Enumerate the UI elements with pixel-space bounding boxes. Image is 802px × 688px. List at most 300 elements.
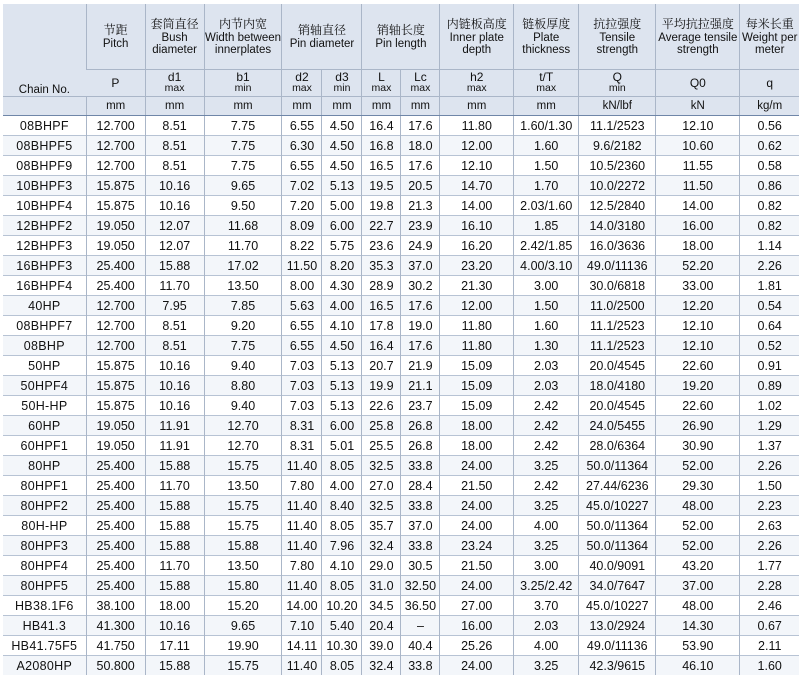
value-cell: 48.00 xyxy=(656,496,740,516)
value-cell: 12.700 xyxy=(86,316,145,336)
value-cell: 12.20 xyxy=(656,296,740,316)
value-cell: 11.70 xyxy=(145,476,204,496)
header-chain-no xyxy=(3,4,86,97)
value-cell: 15.875 xyxy=(86,176,145,196)
value-cell: 11.80 xyxy=(440,336,514,356)
unit-cell: mm xyxy=(282,97,322,116)
table-row xyxy=(3,396,799,416)
chain-no-cell: 16BHPF4 xyxy=(3,276,86,296)
chain-no-cell: 60HPF1 xyxy=(3,436,86,456)
chain-no-cell: 12BHPF2 xyxy=(3,216,86,236)
value-cell: 15.09 xyxy=(440,356,514,376)
value-cell: 14.0/3180 xyxy=(579,216,656,236)
value-cell: – xyxy=(401,616,440,636)
chain-no-cell: 16BHPF3 xyxy=(3,256,86,276)
header-pitch: 节距 Pitch xyxy=(86,4,145,70)
table-row xyxy=(3,516,799,536)
value-cell: 19.050 xyxy=(86,436,145,456)
value-cell: 13.50 xyxy=(204,556,282,576)
value-cell: 4.00/3.10 xyxy=(514,256,579,276)
chain-no-cell: 08BHPF5 xyxy=(3,136,86,156)
value-cell: 1.85 xyxy=(514,216,579,236)
value-cell: 3.00 xyxy=(514,276,579,296)
value-cell: 12.00 xyxy=(440,296,514,316)
value-cell: 4.50 xyxy=(322,336,362,356)
value-cell: 17.8 xyxy=(362,316,401,336)
value-cell: 21.3 xyxy=(401,196,440,216)
value-cell: 50.0/11364 xyxy=(579,516,656,536)
value-cell: 8.51 xyxy=(145,116,204,136)
table-row xyxy=(3,376,799,396)
value-cell: 42.3/9615 xyxy=(579,656,656,676)
value-cell: 12.10 xyxy=(656,316,740,336)
value-cell: 38.100 xyxy=(86,596,145,616)
header-bush-diameter: 套筒直径 Bush diameter xyxy=(145,4,204,70)
value-cell: 15.88 xyxy=(145,256,204,276)
value-cell: 7.02 xyxy=(282,176,322,196)
value-cell: 16.00 xyxy=(656,216,740,236)
value-cell: 25.400 xyxy=(86,516,145,536)
value-cell: 39.0 xyxy=(362,636,401,656)
unit-cell: mm xyxy=(145,97,204,116)
header-plate-thickness: 链板厚度 Plate thickness xyxy=(514,4,579,70)
unit-cell: kN xyxy=(656,97,740,116)
value-cell: 5.40 xyxy=(322,616,362,636)
unit-cell xyxy=(3,97,86,116)
symbol-cell: t/T max xyxy=(514,70,579,97)
value-cell: 8.05 xyxy=(322,456,362,476)
value-cell: 46.10 xyxy=(656,656,740,676)
symbol-cell: Q0 xyxy=(656,70,740,97)
value-cell: 1.37 xyxy=(740,436,799,456)
value-cell: 11.1/2523 xyxy=(579,336,656,356)
value-cell: 14.70 xyxy=(440,176,514,196)
value-cell: 1.70 xyxy=(514,176,579,196)
header-inner-width: 内节内宽 Width between innerplates xyxy=(204,4,282,70)
value-cell: 18.00 xyxy=(440,436,514,456)
value-cell: 13.0/2924 xyxy=(579,616,656,636)
value-cell: 19.050 xyxy=(86,236,145,256)
value-cell: 17.6 xyxy=(401,116,440,136)
value-cell: 32.4 xyxy=(362,536,401,556)
value-cell: 17.11 xyxy=(145,636,204,656)
value-cell: 1.60/1.30 xyxy=(514,116,579,136)
value-cell: 29.30 xyxy=(656,476,740,496)
value-cell: 7.03 xyxy=(282,396,322,416)
value-cell: 8.51 xyxy=(145,336,204,356)
chain-no-cell: 50HPF4 xyxy=(3,376,86,396)
value-cell: 0.54 xyxy=(740,296,799,316)
value-cell: 27.00 xyxy=(440,596,514,616)
value-cell: 52.20 xyxy=(656,256,740,276)
value-cell: 52.00 xyxy=(656,516,740,536)
chain-no-cell: HB41.3 xyxy=(3,616,86,636)
value-cell: 26.8 xyxy=(401,416,440,436)
header-names-row xyxy=(3,4,799,70)
value-cell: 2.63 xyxy=(740,516,799,536)
value-cell: 0.91 xyxy=(740,356,799,376)
value-cell: 11.50 xyxy=(282,256,322,276)
value-cell: 37.00 xyxy=(656,576,740,596)
value-cell: 15.88 xyxy=(145,516,204,536)
value-cell: 9.20 xyxy=(204,316,282,336)
table-row xyxy=(3,596,799,616)
chain-no-cell: 50H-HP xyxy=(3,396,86,416)
value-cell: 15.80 xyxy=(204,576,282,596)
table-row xyxy=(3,296,799,316)
value-cell: 2.26 xyxy=(740,256,799,276)
value-cell: 6.55 xyxy=(282,116,322,136)
value-cell: 40.4 xyxy=(401,636,440,656)
value-cell: 24.00 xyxy=(440,516,514,536)
unit-cell: mm xyxy=(440,97,514,116)
value-cell: 33.8 xyxy=(401,496,440,516)
value-cell: 15.75 xyxy=(204,496,282,516)
table-row xyxy=(3,456,799,476)
value-cell: 5.63 xyxy=(282,296,322,316)
value-cell: 13.50 xyxy=(204,476,282,496)
value-cell: 33.8 xyxy=(401,656,440,676)
value-cell: 32.5 xyxy=(362,496,401,516)
value-cell: 3.25 xyxy=(514,456,579,476)
value-cell: 8.80 xyxy=(204,376,282,396)
chain-no-cell: 10BHPF4 xyxy=(3,196,86,216)
value-cell: 15.88 xyxy=(145,496,204,516)
value-cell: 32.50 xyxy=(401,576,440,596)
value-cell: 26.90 xyxy=(656,416,740,436)
value-cell: 7.75 xyxy=(204,156,282,176)
value-cell: 16.5 xyxy=(362,296,401,316)
value-cell: 12.700 xyxy=(86,136,145,156)
value-cell: 29.0 xyxy=(362,556,401,576)
value-cell: 4.00 xyxy=(514,636,579,656)
value-cell: 0.52 xyxy=(740,336,799,356)
value-cell: 17.02 xyxy=(204,256,282,276)
value-cell: 8.00 xyxy=(282,276,322,296)
value-cell: 21.9 xyxy=(401,356,440,376)
header-pin-length: 销轴长度 Pin length xyxy=(362,4,440,70)
unit-cell: mm xyxy=(401,97,440,116)
value-cell: 28.0/6364 xyxy=(579,436,656,456)
value-cell: 2.03 xyxy=(514,616,579,636)
value-cell: 11.1/2523 xyxy=(579,316,656,336)
value-cell: 12.07 xyxy=(145,216,204,236)
value-cell: 2.03/1.60 xyxy=(514,196,579,216)
value-cell: 25.400 xyxy=(86,476,145,496)
value-cell: 10.16 xyxy=(145,376,204,396)
value-cell: 4.50 xyxy=(322,136,362,156)
value-cell: 3.70 xyxy=(514,596,579,616)
value-cell: 23.20 xyxy=(440,256,514,276)
value-cell: 11.80 xyxy=(440,316,514,336)
value-cell: 2.26 xyxy=(740,456,799,476)
value-cell: 24.00 xyxy=(440,456,514,476)
value-cell: 50.800 xyxy=(86,656,145,676)
table-row xyxy=(3,336,799,356)
table-row xyxy=(3,356,799,376)
value-cell: 30.90 xyxy=(656,436,740,456)
value-cell: 6.00 xyxy=(322,416,362,436)
value-cell: 20.4 xyxy=(362,616,401,636)
value-cell: 9.40 xyxy=(204,396,282,416)
value-cell: 11.40 xyxy=(282,656,322,676)
value-cell: 14.00 xyxy=(656,196,740,216)
value-cell: 6.55 xyxy=(282,156,322,176)
value-cell: 11.80 xyxy=(440,116,514,136)
chain-no-cell: 80HPF2 xyxy=(3,496,86,516)
value-cell: 6.55 xyxy=(282,316,322,336)
chain-no-cell: 40HP xyxy=(3,296,86,316)
value-cell: 12.700 xyxy=(86,336,145,356)
value-cell: 50.0/11364 xyxy=(579,536,656,556)
value-cell: 9.65 xyxy=(204,616,282,636)
value-cell: 0.89 xyxy=(740,376,799,396)
chain-no-cell: 10BHPF3 xyxy=(3,176,86,196)
table-row xyxy=(3,576,799,596)
value-cell: 15.75 xyxy=(204,516,282,536)
value-cell: 5.00 xyxy=(322,196,362,216)
unit-cell: kN/lbf xyxy=(579,97,656,116)
value-cell: 10.16 xyxy=(145,356,204,376)
value-cell: 6.55 xyxy=(282,336,322,356)
value-cell: 1.14 xyxy=(740,236,799,256)
value-cell: 25.400 xyxy=(86,536,145,556)
value-cell: 27.0 xyxy=(362,476,401,496)
value-cell: 15.88 xyxy=(204,536,282,556)
chain-no-cell: 08BHP xyxy=(3,336,86,356)
table-row xyxy=(3,276,799,296)
value-cell: 20.0/4545 xyxy=(579,356,656,376)
value-cell: 12.700 xyxy=(86,116,145,136)
symbol-cell: P xyxy=(86,70,145,97)
value-cell: 0.67 xyxy=(740,616,799,636)
value-cell: 14.11 xyxy=(282,636,322,656)
symbol-cell: d1 max xyxy=(145,70,204,97)
value-cell: 30.2 xyxy=(401,276,440,296)
value-cell: 16.4 xyxy=(362,336,401,356)
unit-cell: mm xyxy=(86,97,145,116)
value-cell: 18.00 xyxy=(656,236,740,256)
value-cell: 2.03 xyxy=(514,376,579,396)
value-cell: 1.02 xyxy=(740,396,799,416)
value-cell: 37.0 xyxy=(401,256,440,276)
value-cell: 14.00 xyxy=(440,196,514,216)
value-cell: 23.9 xyxy=(401,216,440,236)
value-cell: 10.16 xyxy=(145,616,204,636)
table-row xyxy=(3,556,799,576)
value-cell: 8.31 xyxy=(282,416,322,436)
value-cell: 0.82 xyxy=(740,196,799,216)
table-row xyxy=(3,496,799,516)
value-cell: 12.10 xyxy=(440,156,514,176)
value-cell: 8.51 xyxy=(145,316,204,336)
value-cell: 15.75 xyxy=(204,456,282,476)
value-cell: 23.24 xyxy=(440,536,514,556)
chain-no-cell: A2080HP xyxy=(3,656,86,676)
value-cell: 11.91 xyxy=(145,436,204,456)
value-cell: 0.56 xyxy=(740,116,799,136)
value-cell: 11.40 xyxy=(282,496,322,516)
value-cell: 1.81 xyxy=(740,276,799,296)
chain-no-cell: 08BHPF7 xyxy=(3,316,86,336)
value-cell: 23.7 xyxy=(401,396,440,416)
value-cell: 35.3 xyxy=(362,256,401,276)
chain-no-cell: 60HP xyxy=(3,416,86,436)
value-cell: 10.60 xyxy=(656,136,740,156)
value-cell: 7.10 xyxy=(282,616,322,636)
value-cell: 16.20 xyxy=(440,236,514,256)
value-cell: 9.40 xyxy=(204,356,282,376)
chain-no-cell: 80HP xyxy=(3,456,86,476)
value-cell: 12.70 xyxy=(204,416,282,436)
value-cell: 21.50 xyxy=(440,476,514,496)
value-cell: 7.03 xyxy=(282,376,322,396)
value-cell: 45.0/10227 xyxy=(579,496,656,516)
table-row xyxy=(3,176,799,196)
chain-no-cell: 80H-HP xyxy=(3,516,86,536)
value-cell: 1.50 xyxy=(740,476,799,496)
chain-no-cell: 08BHPF xyxy=(3,116,86,136)
value-cell: 50.0/11364 xyxy=(579,456,656,476)
value-cell: 11.68 xyxy=(204,216,282,236)
value-cell: 15.88 xyxy=(145,656,204,676)
value-cell: 8.05 xyxy=(322,516,362,536)
value-cell: 21.50 xyxy=(440,556,514,576)
value-cell: 11.40 xyxy=(282,456,322,476)
table-row xyxy=(3,616,799,636)
value-cell: 7.20 xyxy=(282,196,322,216)
value-cell: 8.51 xyxy=(145,136,204,156)
value-cell: 11.40 xyxy=(282,576,322,596)
value-cell: 0.58 xyxy=(740,156,799,176)
value-cell: 25.400 xyxy=(86,556,145,576)
value-cell: 15.875 xyxy=(86,396,145,416)
value-cell: 3.25 xyxy=(514,656,579,676)
symbol-cell: d2 max xyxy=(282,70,322,97)
value-cell: 20.5 xyxy=(401,176,440,196)
value-cell: 10.16 xyxy=(145,196,204,216)
value-cell: 2.23 xyxy=(740,496,799,516)
value-cell: 8.31 xyxy=(282,436,322,456)
value-cell: 15.09 xyxy=(440,376,514,396)
value-cell: 11.0/2500 xyxy=(579,296,656,316)
value-cell: 26.8 xyxy=(401,436,440,456)
value-cell: 7.75 xyxy=(204,116,282,136)
value-cell: 17.6 xyxy=(401,336,440,356)
value-cell: 16.10 xyxy=(440,216,514,236)
value-cell: 4.50 xyxy=(322,116,362,136)
value-cell: 16.8 xyxy=(362,136,401,156)
table-row xyxy=(3,116,799,136)
value-cell: 25.400 xyxy=(86,456,145,476)
value-cell: 12.70 xyxy=(204,436,282,456)
value-cell: 2.28 xyxy=(740,576,799,596)
value-cell: 14.30 xyxy=(656,616,740,636)
value-cell: 7.80 xyxy=(282,476,322,496)
value-cell: 12.5/2840 xyxy=(579,196,656,216)
value-cell: 4.10 xyxy=(322,556,362,576)
table-row xyxy=(3,196,799,216)
value-cell: 15.875 xyxy=(86,376,145,396)
value-cell: 15.75 xyxy=(204,656,282,676)
value-cell: 33.8 xyxy=(401,536,440,556)
symbol-cell: Lc max xyxy=(401,70,440,97)
value-cell: 11.55 xyxy=(656,156,740,176)
value-cell: 22.60 xyxy=(656,356,740,376)
header-tensile-strength: 抗拉强度 Tensile strength xyxy=(579,4,656,70)
value-cell: 6.00 xyxy=(322,216,362,236)
value-cell: 22.6 xyxy=(362,396,401,416)
value-cell: 20.0/4545 xyxy=(579,396,656,416)
value-cell: 3.25/2.42 xyxy=(514,576,579,596)
value-cell: 12.07 xyxy=(145,236,204,256)
value-cell: 12.10 xyxy=(656,336,740,356)
value-cell: 2.42 xyxy=(514,396,579,416)
chain-no-cell: 80HPF5 xyxy=(3,576,86,596)
value-cell: 30.0/6818 xyxy=(579,276,656,296)
value-cell: 4.00 xyxy=(322,296,362,316)
chain-spec-table xyxy=(3,4,799,675)
value-cell: 1.77 xyxy=(740,556,799,576)
value-cell: 24.9 xyxy=(401,236,440,256)
value-cell: 25.400 xyxy=(86,276,145,296)
value-cell: 36.50 xyxy=(401,596,440,616)
table-row xyxy=(3,656,799,676)
value-cell: 19.0 xyxy=(401,316,440,336)
table-row xyxy=(3,316,799,336)
value-cell: 9.6/2182 xyxy=(579,136,656,156)
header-average-tensile: 平均抗拉强度 Average tensile strength xyxy=(656,4,740,70)
value-cell: 22.7 xyxy=(362,216,401,236)
value-cell: 25.400 xyxy=(86,256,145,276)
value-cell: 5.13 xyxy=(322,396,362,416)
value-cell: 2.42 xyxy=(514,476,579,496)
value-cell: 8.05 xyxy=(322,576,362,596)
value-cell: 30.5 xyxy=(401,556,440,576)
header-units-row xyxy=(3,97,799,116)
table-row xyxy=(3,236,799,256)
value-cell: 1.50 xyxy=(514,296,579,316)
value-cell: 13.50 xyxy=(204,276,282,296)
value-cell: 22.60 xyxy=(656,396,740,416)
unit-cell: mm xyxy=(322,97,362,116)
value-cell: 18.00 xyxy=(440,416,514,436)
value-cell: 0.82 xyxy=(740,216,799,236)
header-pin-diameter: 销轴直径 Pin diameter xyxy=(282,4,362,70)
value-cell: 53.90 xyxy=(656,636,740,656)
value-cell: 1.29 xyxy=(740,416,799,436)
symbol-cell: h2 max xyxy=(440,70,514,97)
value-cell: 4.30 xyxy=(322,276,362,296)
value-cell: 11.70 xyxy=(145,556,204,576)
value-cell: 6.30 xyxy=(282,136,322,156)
value-cell: 11.70 xyxy=(204,236,282,256)
value-cell: 11.40 xyxy=(282,536,322,556)
value-cell: 16.0/3636 xyxy=(579,236,656,256)
value-cell: 24.00 xyxy=(440,496,514,516)
unit-cell: mm xyxy=(204,97,282,116)
value-cell: 15.20 xyxy=(204,596,282,616)
value-cell: 0.64 xyxy=(740,316,799,336)
table-row xyxy=(3,136,799,156)
value-cell: 15.88 xyxy=(145,456,204,476)
value-cell: 52.00 xyxy=(656,456,740,476)
value-cell: 45.0/10227 xyxy=(579,596,656,616)
value-cell: 41.300 xyxy=(86,616,145,636)
value-cell: 8.05 xyxy=(322,656,362,676)
value-cell: 1.30 xyxy=(514,336,579,356)
table-row xyxy=(3,416,799,436)
